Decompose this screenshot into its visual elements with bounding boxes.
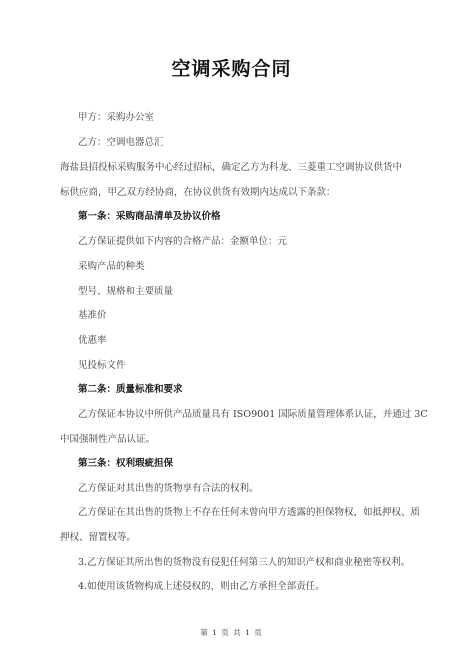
article1-line: 见投标文件 bbox=[78, 360, 126, 371]
article1-line: 优惠率 bbox=[78, 335, 107, 346]
article3-line5: 4.如使用该货物构成上述侵权的，则由乙方承担全部责任。 bbox=[78, 581, 325, 592]
article1-line: 基准价 bbox=[78, 310, 107, 321]
intro-paragraph-line2: 标供应商，甲乙双方经协商，在协议供货有效期内达成以下条款： bbox=[60, 187, 336, 198]
article2-line1: 乙方保证本协议中所供产品质量具有 ISO9001 国际质量管理体系认证，并通过 3C bbox=[78, 409, 428, 420]
party-a: 甲方：采购办公室 bbox=[78, 112, 155, 123]
article1-heading: 第一条：采购商品清单及协议价格 bbox=[78, 211, 221, 222]
intro-paragraph-line1: 海盐县招投标采购服务中心经过招标，确定乙方为科龙、三菱重工空调协议供货中 bbox=[60, 162, 403, 173]
article1-line: 采购产品的种类 bbox=[78, 261, 145, 272]
article1-line: 型号、规格和主要质量 bbox=[78, 286, 174, 297]
document-title: 空调采购合同 bbox=[171, 58, 292, 80]
article3-line4: 3.乙方保证其所出售的货物没有侵犯任何第三人的知识产权和商业秘密等权利。 bbox=[78, 557, 411, 568]
article2-heading: 第二条：质量标准和要求 bbox=[78, 384, 183, 395]
article3-line3: 押权、留置权等。 bbox=[60, 532, 137, 543]
article3-line1: 乙方保证对其出售的货物享有合法的权利。 bbox=[78, 483, 259, 494]
article1-line: 乙方保证提供如下内容的合格产品：金额单位：元 bbox=[78, 236, 288, 247]
article2-line2: 中国强制性产品认证。 bbox=[60, 434, 156, 445]
page-footer: 第 1 页 共 1 页 bbox=[200, 628, 263, 637]
article3-heading: 第三条：权利瑕疵担保 bbox=[78, 458, 174, 469]
article3-line2: 乙方保证在其出售的货物上不存在任何未曾向甲方透露的担保物权，如抵押权、质 bbox=[78, 507, 421, 518]
party-b: 乙方：空调电器总汇 bbox=[78, 137, 164, 148]
